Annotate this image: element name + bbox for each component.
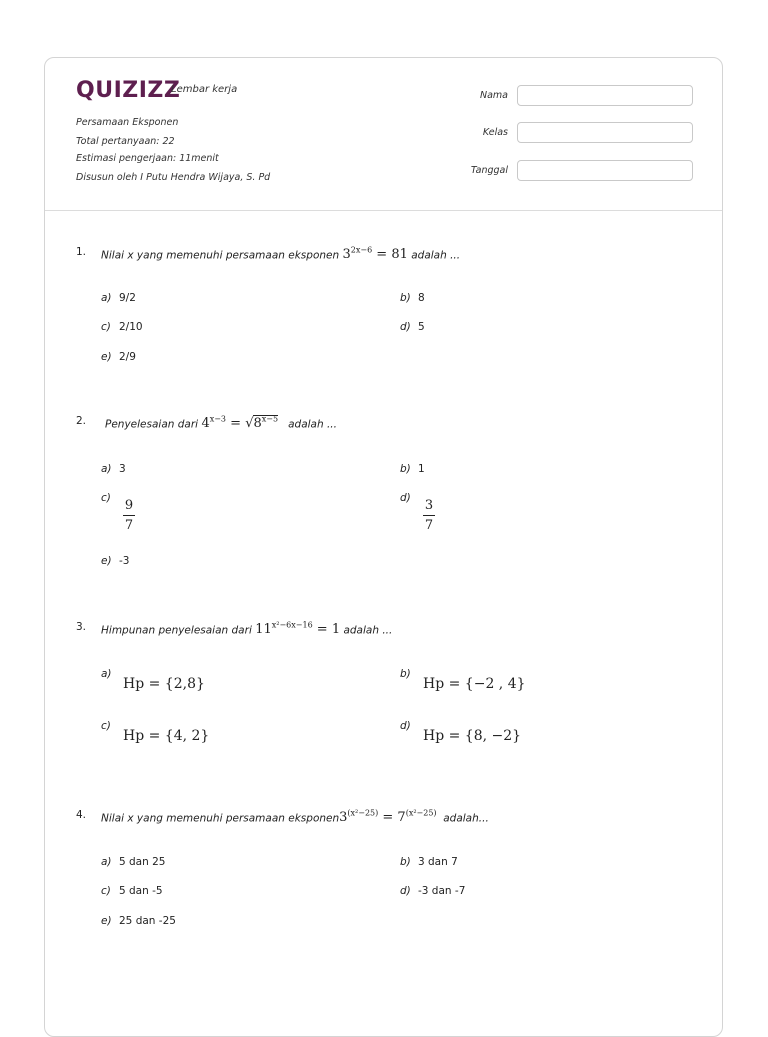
question-number: 4. — [76, 809, 87, 821]
worksheet-title: Persamaan Eksponen — [76, 117, 179, 128]
question-number: 3. — [76, 621, 87, 633]
option-2d[interactable]: d) — [400, 492, 411, 504]
option-3a[interactable]: a) — [101, 668, 112, 680]
option-3c[interactable]: c) — [101, 720, 111, 732]
option-3d[interactable]: d) — [400, 720, 411, 732]
name-label: Nama — [479, 90, 508, 101]
class-label: Kelas — [482, 127, 508, 138]
equation: $4^{x-3} = √8^{x-5}$ — [201, 415, 279, 432]
option-4e[interactable]: e) 25 dan -25 — [101, 915, 176, 927]
question-text: Nilai x yang memenuhi persamaan $eksponen3^{(x^2-25)} = 7^{(x^2-25)}$ adalah... — [101, 809, 489, 826]
option-1e[interactable]: e) 2/9 — [101, 351, 136, 363]
date-input[interactable] — [517, 160, 693, 181]
option-3d-value: Hp = {8, −2} — [423, 728, 522, 744]
option-2d-fraction: 3 7 — [424, 498, 434, 533]
question-text: Penyelesaian dari $4^{x-3} = √8^{x-5}$ adalah ... — [105, 415, 337, 432]
worksheet-subtitle: Lembar kerja — [171, 84, 238, 95]
equation: $11^{x^2-6x-16} = 1$ — [255, 621, 341, 638]
equation: $3^{(x^2-25)} = 7^{(x^2-25)}$ — [339, 809, 437, 826]
option-1a[interactable]: a) 9/2 — [101, 292, 136, 304]
date-label: Tanggal — [470, 165, 508, 176]
option-4c[interactable]: c) 5 dan -5 — [101, 885, 163, 897]
option-4a[interactable]: a) 5 dan 25 — [101, 856, 166, 868]
option-2b[interactable]: b) 1 — [400, 463, 425, 475]
option-1d[interactable]: d) 5 — [400, 321, 425, 333]
option-2a[interactable]: a) 3 — [101, 463, 126, 475]
option-3b-value: Hp = {−2 , 4} — [423, 676, 526, 692]
option-3a-value: Hp = {2,8} — [123, 676, 205, 692]
question-number: 2. — [76, 415, 87, 427]
option-1c[interactable]: c) 2/10 — [101, 321, 143, 333]
time-estimate: Estimasi pengerjaan: 11menit — [76, 153, 219, 164]
worksheet-header — [45, 58, 722, 211]
name-input[interactable] — [517, 85, 693, 106]
question-number: 1. — [76, 246, 87, 258]
option-2e[interactable]: e) -3 — [101, 555, 130, 567]
author: Disusun oleh I Putu Hendra Wijaya, S. Pd — [76, 172, 271, 183]
worksheet — [44, 57, 723, 1037]
class-input[interactable] — [517, 122, 693, 143]
option-4b[interactable]: b) 3 dan 7 — [400, 856, 458, 868]
equation: $3^{2x-6} = 81$ — [342, 246, 408, 263]
option-3c-value: Hp = {4, 2} — [123, 728, 210, 744]
total-questions: Total pertanyaan: 22 — [76, 136, 175, 147]
option-2c[interactable]: c) — [101, 492, 111, 504]
option-3b[interactable]: b) — [400, 668, 411, 680]
option-2c-fraction: 9 7 — [124, 498, 134, 533]
option-1b[interactable]: b) 8 — [400, 292, 425, 304]
quizizz-logo: QUIZIZZ — [76, 78, 181, 103]
question-text: Nilai x yang memenuhi persamaan eksponen $3^{2x-6} = 81$ adalah ... — [101, 246, 461, 263]
question-text: Himpunan penyelesaian dari $11^{x^2-6x-16} = 1$ adalah ... — [101, 621, 393, 638]
option-4d[interactable]: d) -3 dan -7 — [400, 885, 466, 897]
